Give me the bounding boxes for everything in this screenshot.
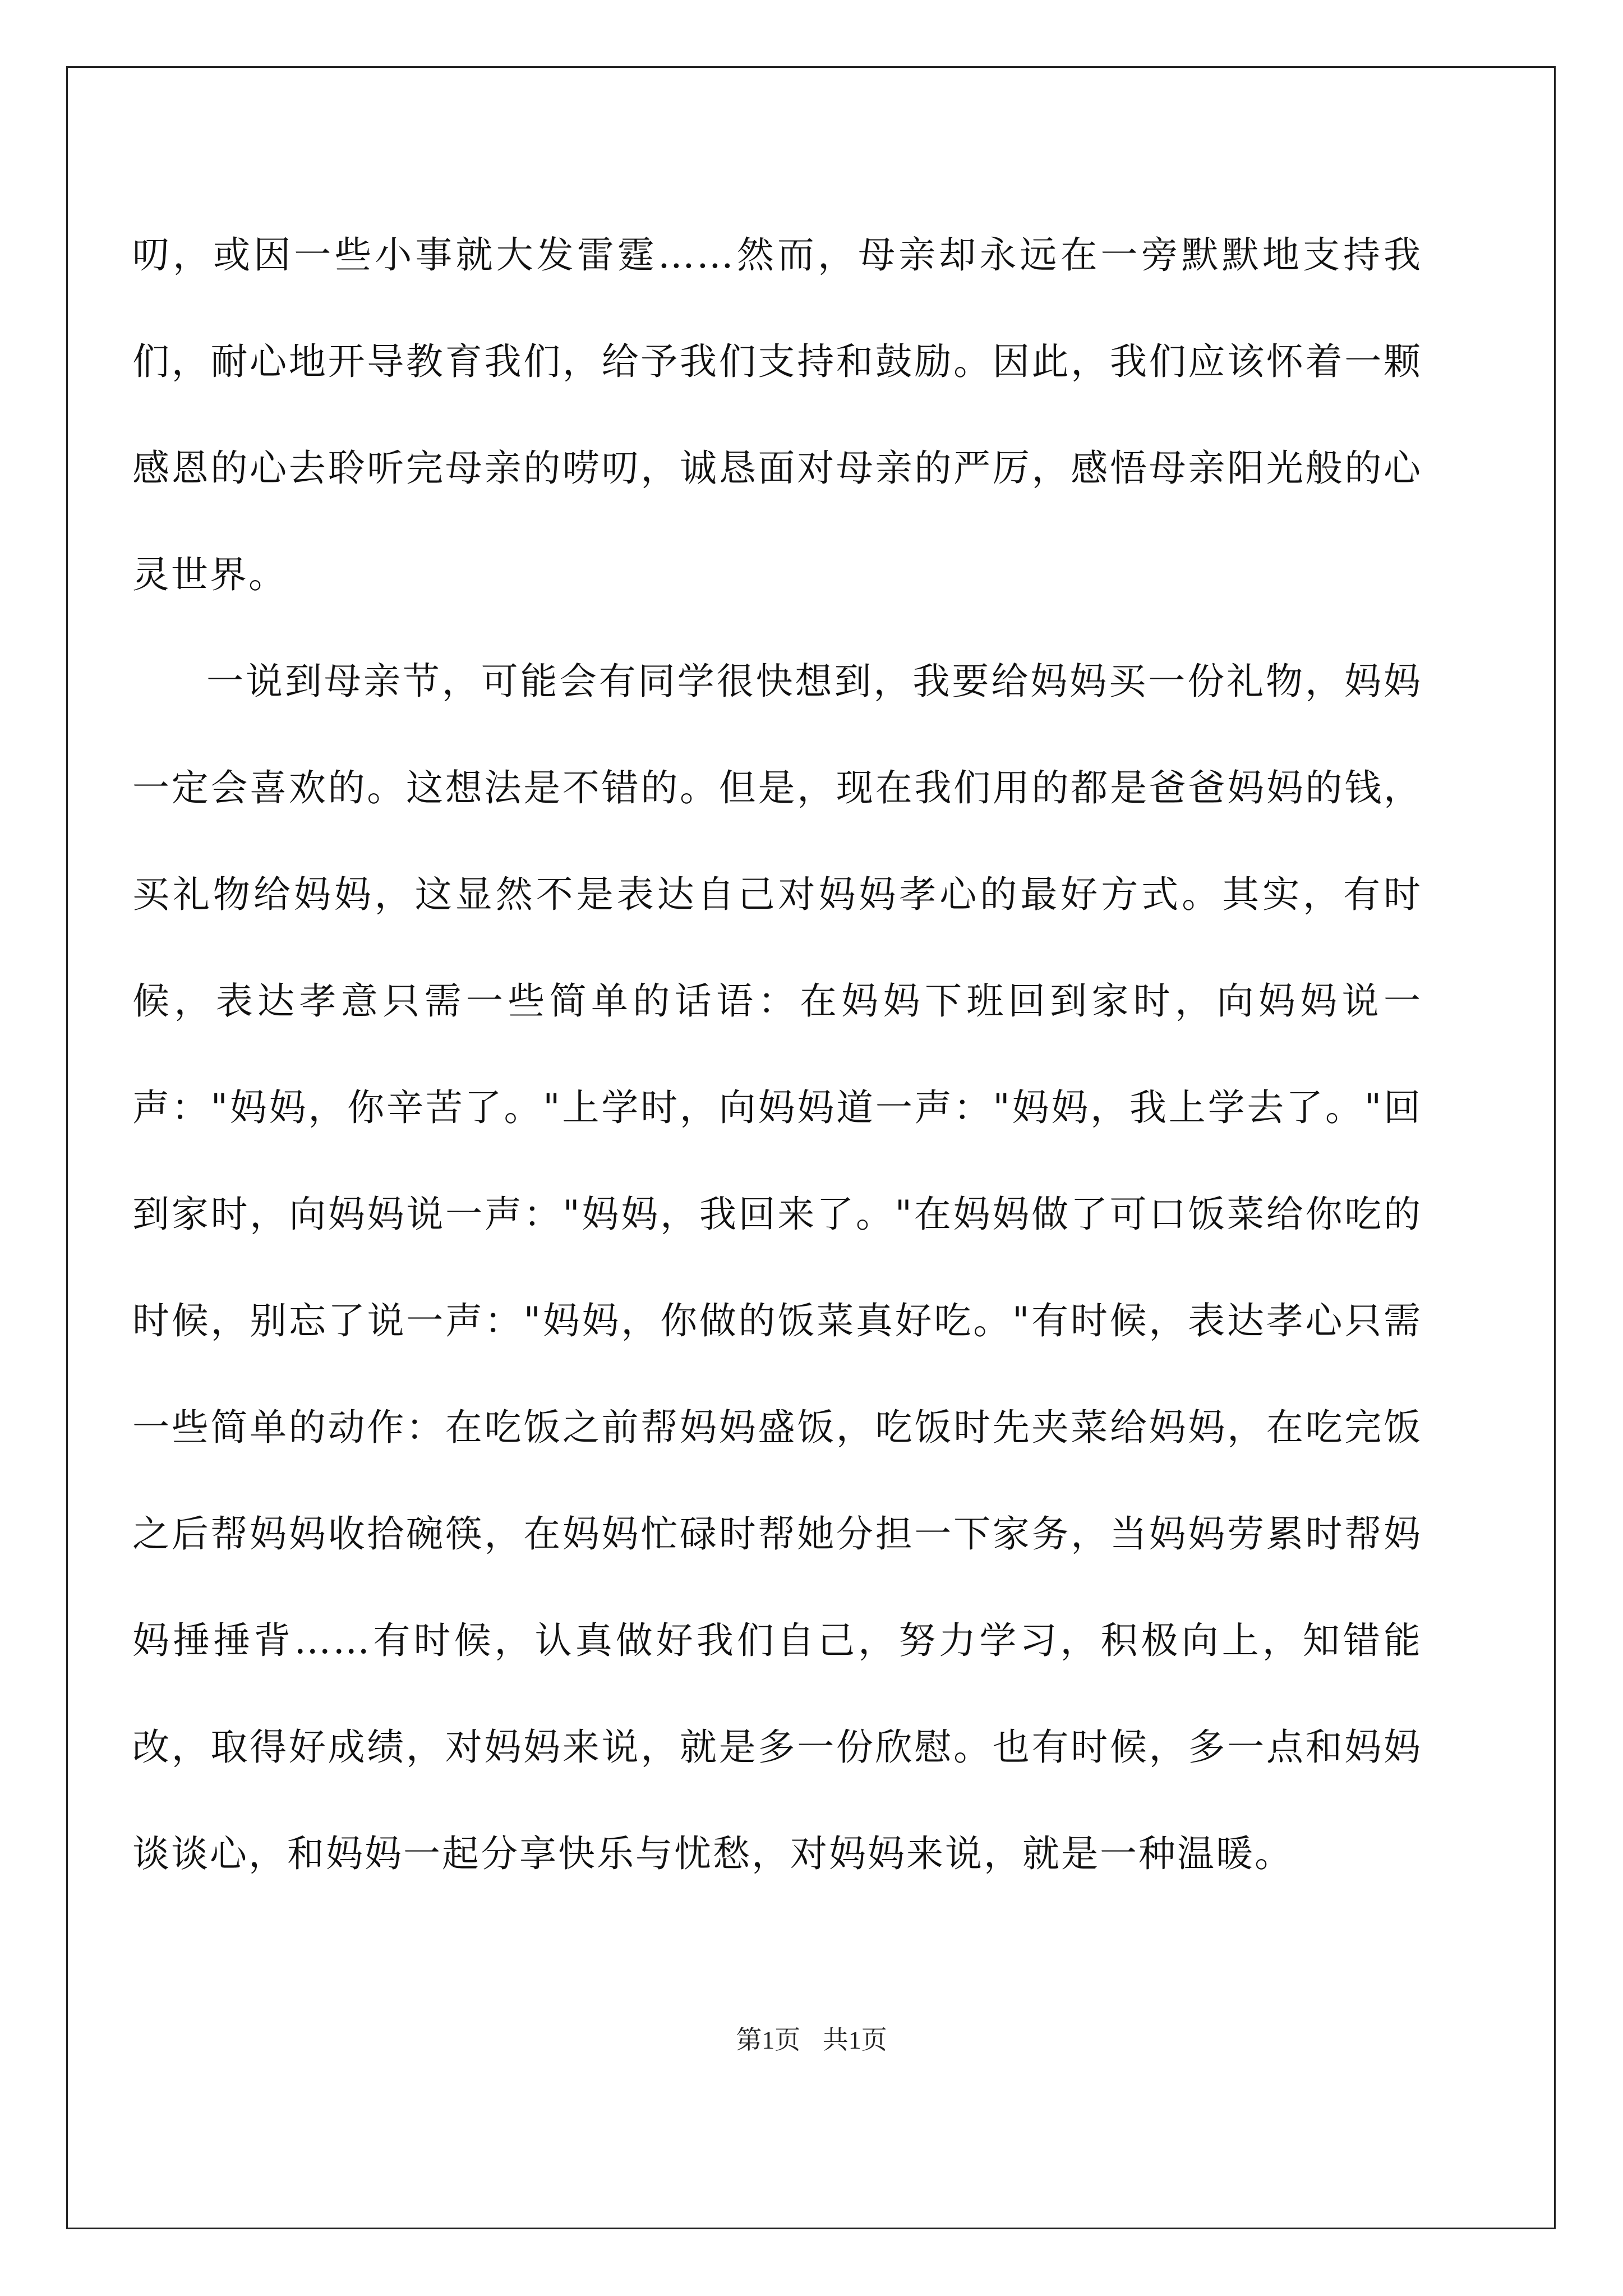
page-footer	[0, 2019, 1623, 2056]
page-number-current: 第1页	[736, 2026, 801, 2054]
document-body	[132, 202, 1422, 1907]
paragraph-2: 一说到母亲节，可能会有同学很快想到，我要给妈妈买一份礼物，妈妈一定会喜欢的。这想法是不错的。但是，现在我们用的都是爸爸妈妈的钱，买礼物给妈妈，这显然不是表达自己对妈妈孝心的最好方式。其实，有时候，表达孝意只需一些简单的话语：在妈妈下班回到家时，向妈妈说一声："妈妈，你辛苦了。"上学时，向妈妈道一声："妈妈，我上学去了。"回到家时，向妈妈说一声："妈妈，我回来了。"在妈妈做了可口饭菜给你吃的时候，别忘了说一声："妈妈，你做的饭菜真好吃。"有时候，表达孝心只需一些简单的动作：在吃饭之前帮妈妈盛饭，吃饭时先夹菜给妈妈，在吃完饭之后帮妈妈收拾碗筷，在妈妈忙碌时帮她分担一下家务，当妈妈劳累时帮妈妈捶捶背……有时候，认真做好我们自己，努力学习，积极向上，知错能改，取得好成绩，对妈妈来说，就是多一份欣慰。也有时候，多一点和妈妈谈谈心，和妈妈一起分享快乐与忧愁，对妈妈来说，就是一种温暖。	[132, 660, 1422, 1875]
paragraph-1: 叨，或因一些小事就大发雷霆……然而，母亲却永远在一旁默默地支持我们，耐心地开导教育我们，给予我们支持和鼓励。因此，我们应该怀着一颗感恩的心去聆听完母亲的唠叨，诚恳面对母亲的严厉，感悟母亲阳光般的心灵世界。	[132, 233, 1422, 596]
page-number-total: 共1页	[822, 2026, 887, 2054]
